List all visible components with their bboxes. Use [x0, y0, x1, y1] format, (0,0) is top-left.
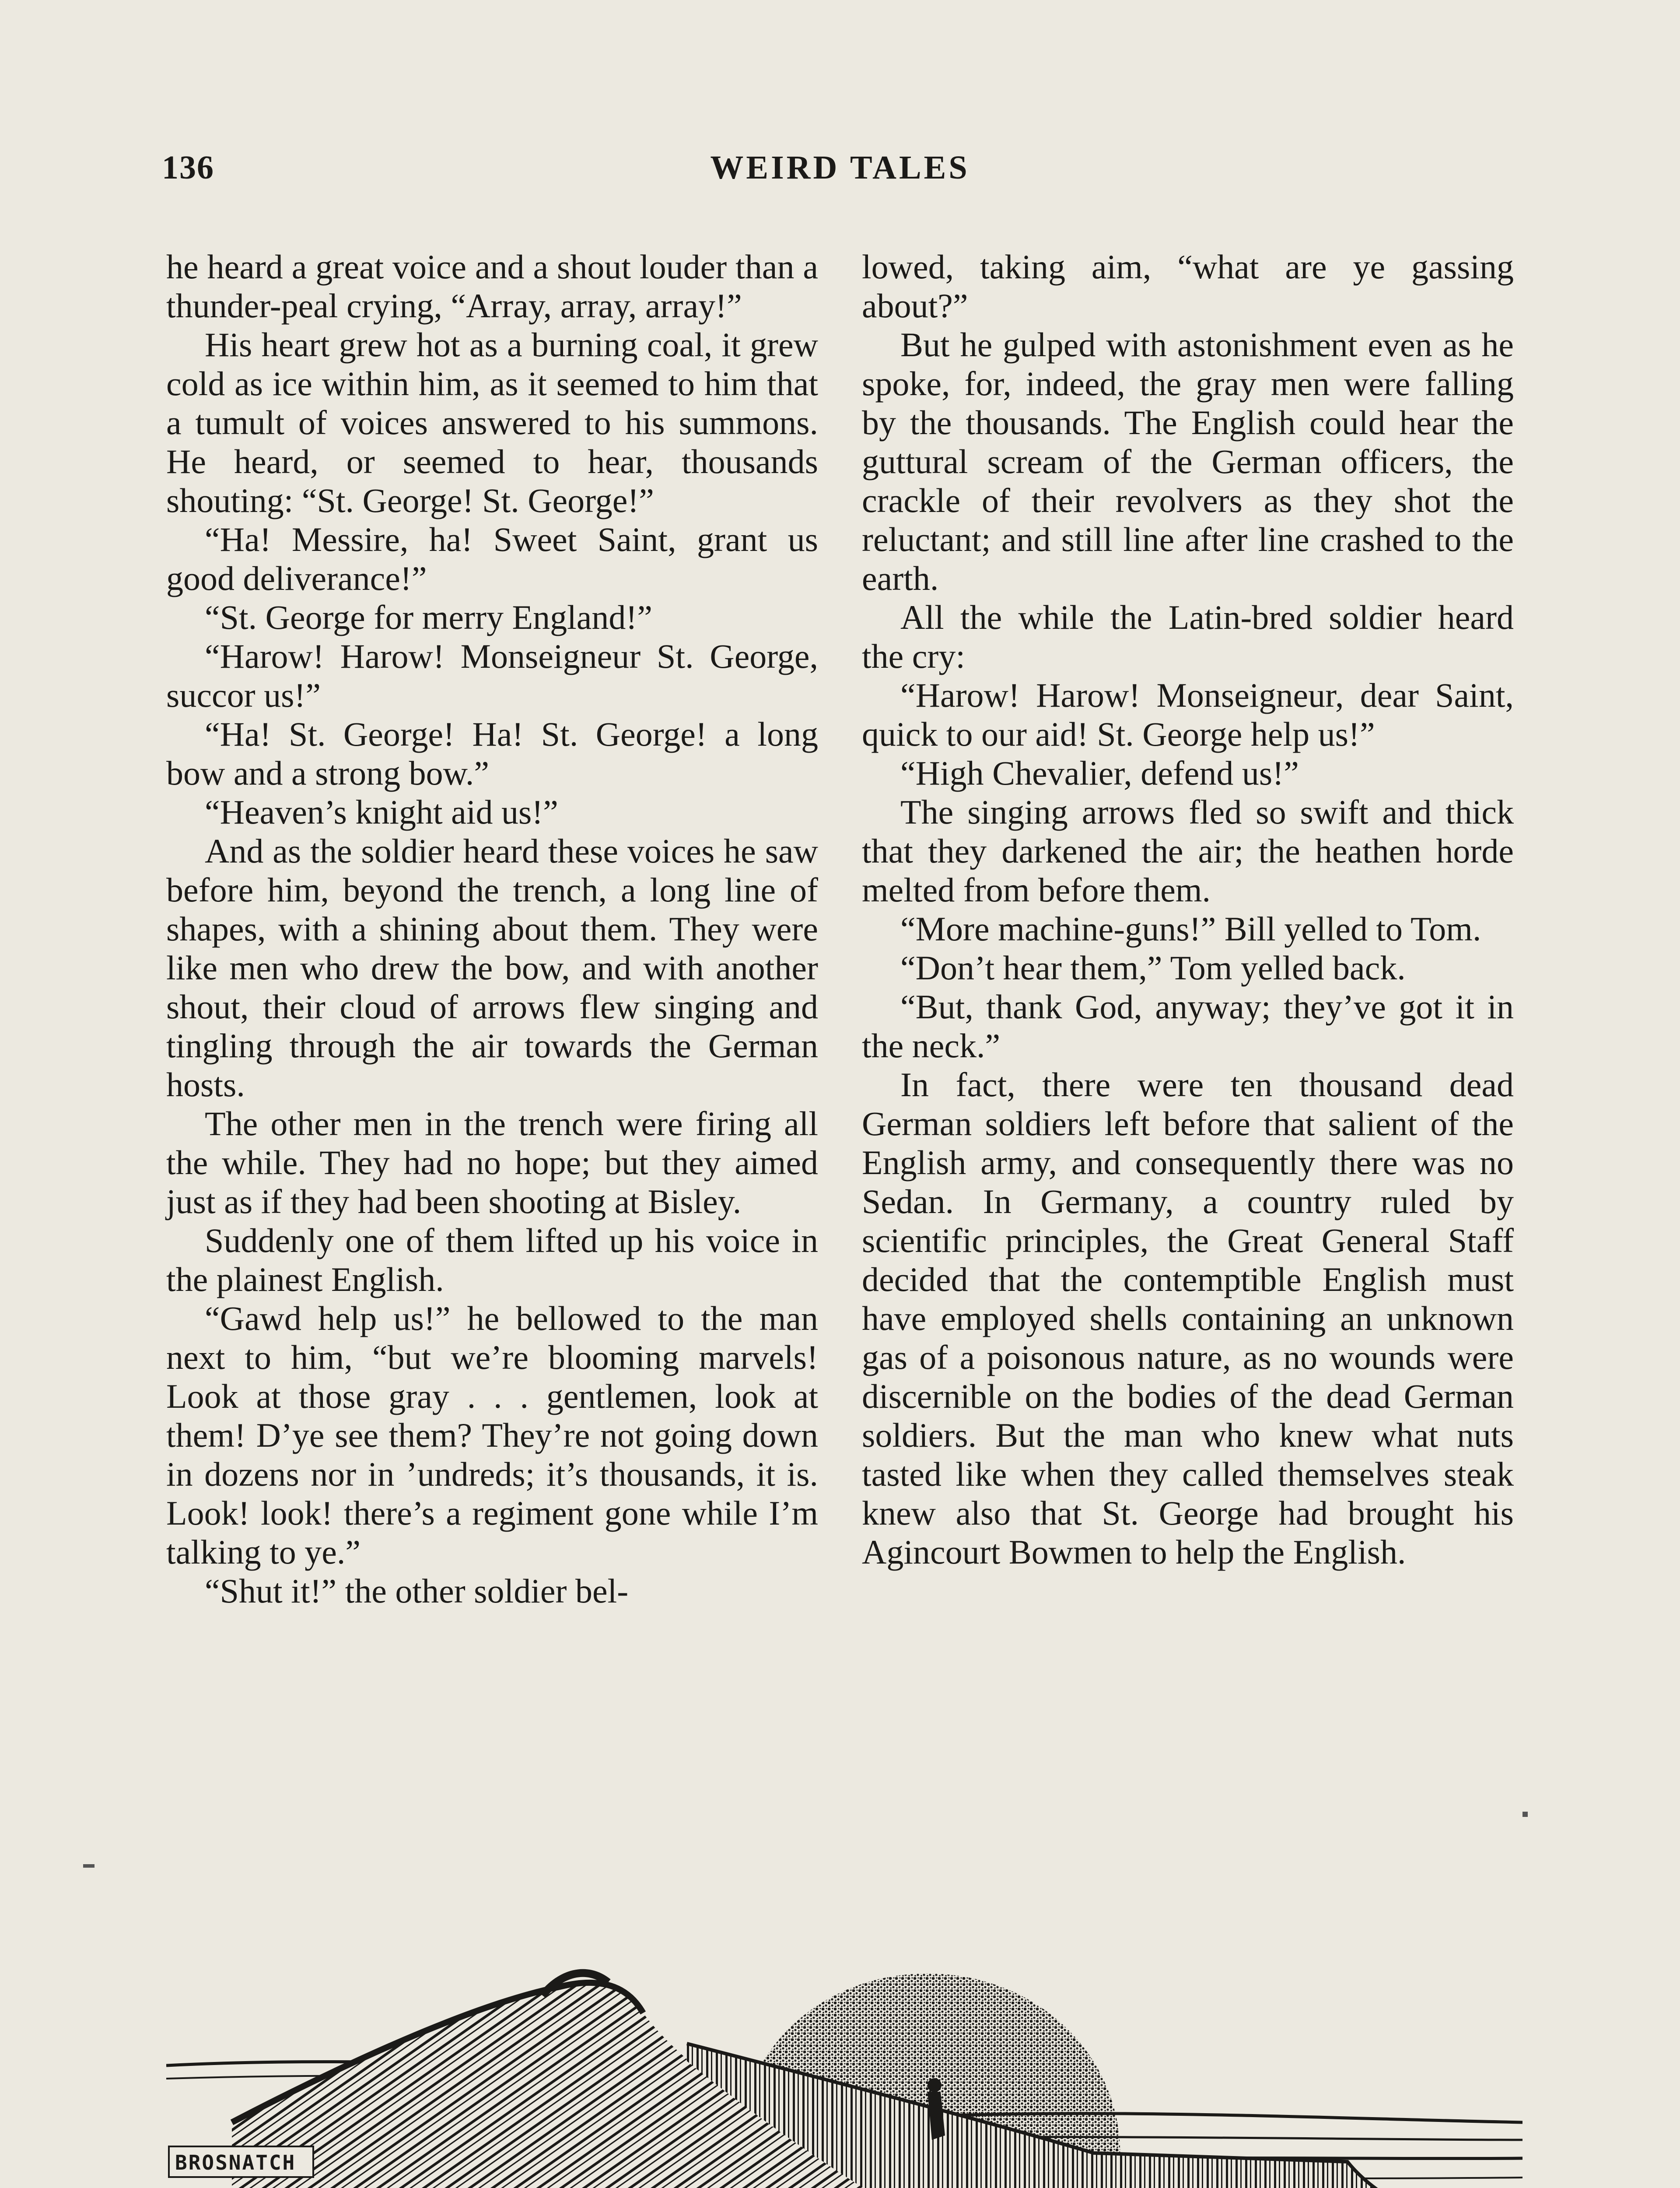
paragraph: In fact, there were ten thousand dead German soldiers left before that salient of the English army, and consequently there was no Sedan. In Germany, a country ruled by scientific principles, the Great General Staff decided that the contemptible English must have employed shells containing an unknown gas of a poisonous nature, as no wounds were discernible on the bodies of the dead German soldiers. But the man who knew what nuts tasted like when they called themselves steak knew also that St. George had brought his Agincourt Bowmen to help the English. [862, 1066, 1514, 1571]
paragraph: The other men in the trench were firing all the while. They had no hope; but they aimed just as if they had been shooting at Bisley. [166, 1105, 818, 1220]
paragraph: lowed, taking aim, “what are ye gassing about?” [862, 248, 1514, 325]
paragraph: Suddenly one of them lifted up his voice in the plainest English. [166, 1221, 818, 1298]
paragraph: And as the soldier heard these voices he saw before him, beyond the trench, a long line of shapes, with a shining about them. They were like men who drew the bow, and with another shout, their cloud of arrows flew singing and tingling through the air towards the German hosts. [166, 832, 818, 1104]
paragraph: “Shut it!” the other soldier bel- [205, 1572, 629, 1610]
paragraph: The singing arrows fled so swift and thick that they darkened the air; the heathen horde melted from before them. [862, 793, 1514, 909]
page-number: 136 [162, 149, 214, 186]
paragraph: “St. George for merry England!” [205, 598, 653, 636]
running-title: WEIRD TALES [710, 149, 970, 186]
paragraph: “High Chevalier, defend us!” [900, 754, 1299, 792]
margin-mark [1522, 1812, 1528, 1817]
paragraph: “Harow! Harow! Monseigneur St. George, succor us!” [166, 637, 818, 714]
paragraph: “More machine-guns!” Bill yelled to Tom. [900, 910, 1481, 948]
paragraph: His heart grew hot as a burning coal, it grew cold as ice within him, as it seemed to him that a tumult of voices answered to his summons. He heard, or seemed to hear, thousands shouting: “St. George! St. George!” [166, 326, 818, 519]
margin-mark [83, 1864, 94, 1868]
paragraph: “Ha! Messire, ha! Sweet Saint, grant us good deliverance!” [166, 520, 818, 597]
paragraph: “Heaven’s knight aid us!” [205, 793, 558, 831]
paragraph: “Don’t hear them,” Tom yelled back. [900, 949, 1406, 987]
paragraph: “Ha! St. George! Ha! St. George! a long bow and a strong bow.” [166, 715, 818, 792]
left-text-column [166, 247, 818, 1610]
paragraph: he heard a great voice and a shout louder than a thunder-peal crying, “Array, array, array!” [166, 248, 818, 325]
paragraph: “But, thank God, anyway; they’ve got it in the neck.” [862, 988, 1514, 1065]
paragraph: “Harow! Harow! Monseigneur, dear Saint, quick to our aid! St. George help us!” [862, 676, 1514, 753]
illustration-drawing [166, 1934, 1522, 2188]
paragraph: But he gulped with astonishment even as he spoke, for, indeed, the gray men were falling by the thousands. The English could hear the guttural scream of the German officers, the crackle of their revolvers as they shot the reluctant; and still line after line crashed to the earth. [862, 326, 1514, 597]
paragraph: All the while the Latin-bred soldier heard the cry: [862, 598, 1514, 675]
page-header [162, 149, 1518, 197]
artist-signature: BROSNATCH [175, 2151, 296, 2174]
paragraph: “Gawd help us!” he bellowed to the man next to him, “but we’re blooming marvels! Look at those gray . . . gentlemen, look at them! D’ye see them? They’re not going down in dozens nor in ’undreds; it’s thousands, it is. Look! look! there’s a regiment gone while I’m talking to ye.” [166, 1299, 818, 1571]
right-text-column [862, 247, 1514, 1571]
trench-sunset-illustration [166, 1934, 1522, 2188]
